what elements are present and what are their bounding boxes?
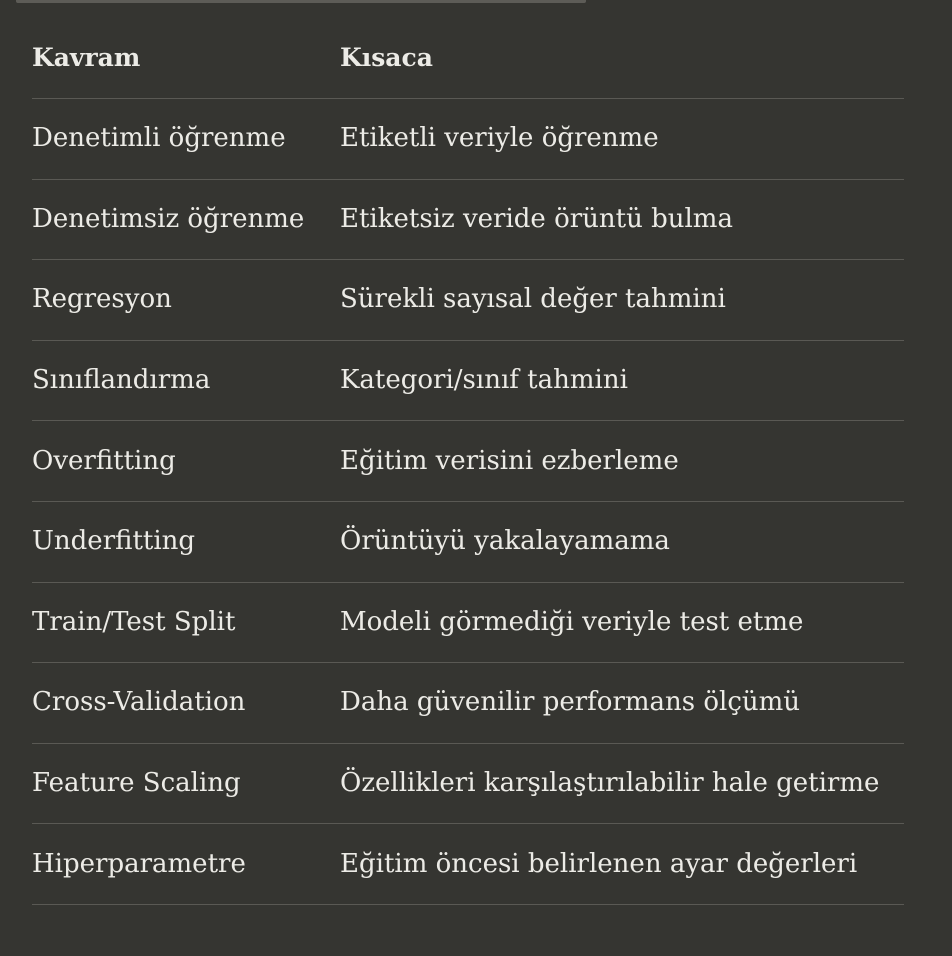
table-row [32,99,904,180]
summary-cell: Eğitim verisini ezberleme [340,445,679,476]
summary-cell: Özellikleri karşılaştırılabilir hale getirme [340,767,880,798]
summary-cell: Sürekli sayısal değer tahmini [340,284,726,315]
table-row [32,180,904,261]
concept-cell: Denetimsiz öğrenme [32,203,305,234]
concept-cell: Overfitting [32,445,176,476]
table-header-row [32,18,904,99]
table-row [32,663,904,744]
summary-cell: Etiketsiz veride örüntü bulma [340,203,733,234]
concept-cell: Sınıflandırma [32,364,211,395]
concept-cell: Hiperparametre [32,848,246,879]
table-row [32,421,904,502]
table-row [32,260,904,341]
concept-cell: Denetimli öğrenme [32,123,286,154]
column-header-kisaca: Kısaca [340,43,433,72]
horizontal-scrollbar[interactable] [16,0,586,3]
concept-table [32,18,904,905]
concept-cell: Feature Scaling [32,767,241,798]
column-header-kavram: Kavram [32,43,141,72]
table-row [32,744,904,825]
summary-cell: Modeli görmediği veriyle test etme [340,606,804,637]
concept-cell: Cross-Validation [32,687,246,718]
concept-cell: Underfitting [32,526,196,557]
concept-cell: Regresyon [32,284,172,315]
summary-cell: Kategori/sınıf tahmini [340,364,628,395]
table-row [32,341,904,422]
summary-cell: Daha güvenilir performans ölçümü [340,687,801,718]
table-row [32,824,904,905]
summary-cell: Örüntüyü yakalayamama [340,526,670,557]
summary-cell: Etiketli veriyle öğrenme [340,123,659,154]
concept-cell: Train/Test Split [32,606,236,637]
summary-cell: Eğitim öncesi belirlenen ayar değerleri [340,848,858,879]
table-row [32,502,904,583]
table-row [32,583,904,664]
